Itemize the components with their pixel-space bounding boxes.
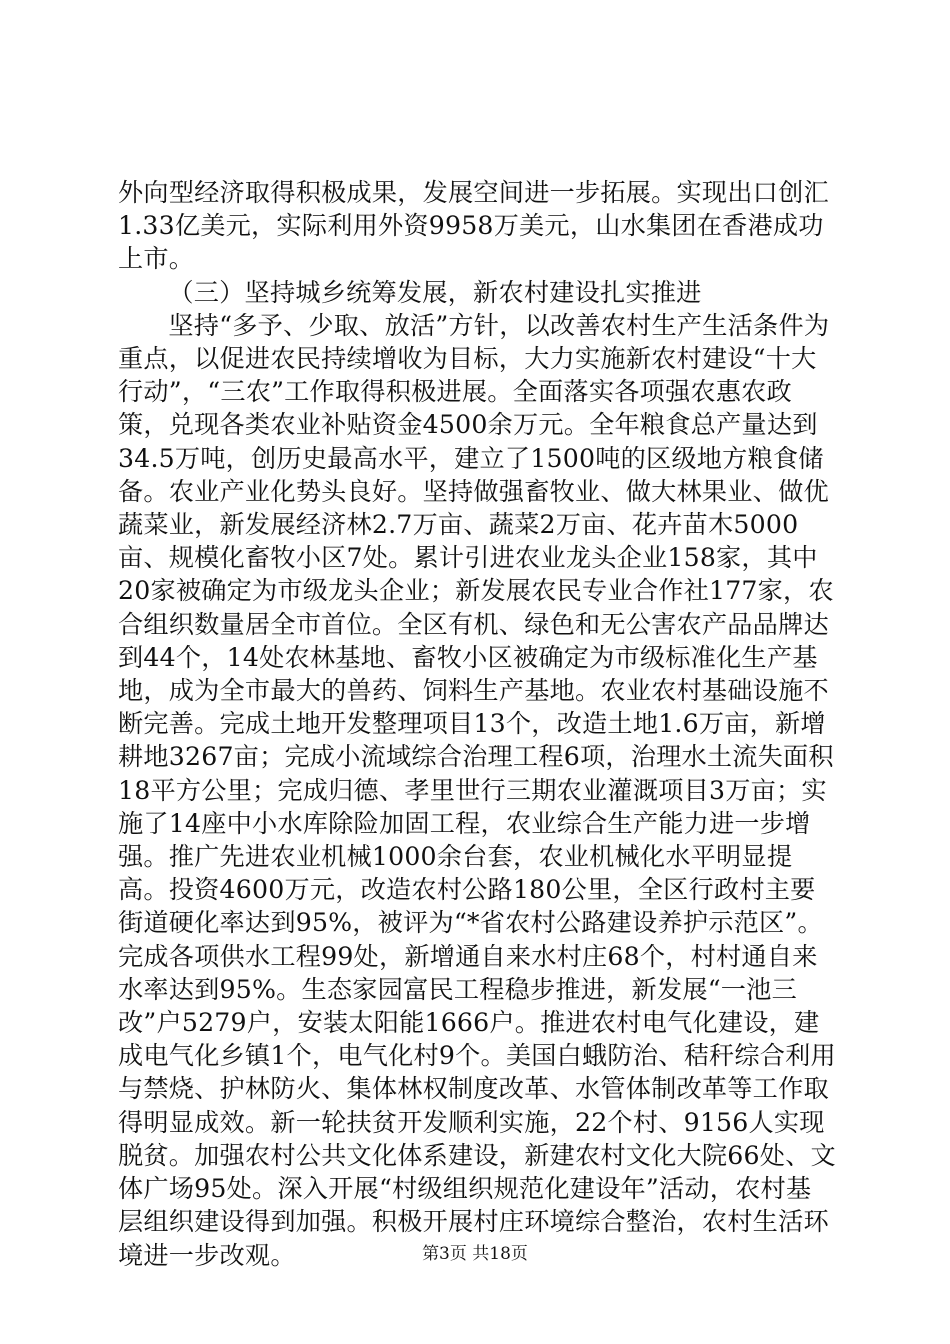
paragraph-body: 坚持“多予、少取、放活”方针，以改善农村生产生活条件为重点，以促进农民持续增收为目标，大力实施新农村建设“十大行动”，“三农”工作取得积极进展。全面落实各项强农惠农政策，兑现各类农业补贴资金4500余万元。全年粮食总产量达到34.5万吨，创历史最高水平，建立了1500吨的区级地方粮食储备。农业产业化势头良好。坚持做强畜牧业、做大林果业、做优蔬菜业，新发展经济林2.7万亩、蔬菜2万亩、花卉苗木5000亩、规模化畜牧小区7处。累计引进农业龙头企业158家，其中20家被确定为市级龙头企业；新发展农民专业合作社177家，农合组织数量居全市首位。全区有机、绿色和无公害农产品品牌达到44个，14处农林基地、畜牧小区被确定为市级标准化生产基地，成为全市最大的兽药、饲料生产基地。农业农村基础设施不断完善。完成土地开发整理项目13个，改造土地1.6万亩，新增耕地3267亩；完成小流域综合治理工程6项，治理水土流失面积18平方公里；完成归德、孝里世行三期农业灌溉项目3万亩；实施了14座中小水库除险加固工程，农业综合生产能力进一步增强。推广先进农业机械1000余台套，农业机械化水平明显提高。投资4600万元，改造农村公路180公里，全区行政村主要街道硬化率达到95%，被评为“*省农村公路建设养护示范区”。完成各项供水工程99处，新增通自来水村庄68个，村村通自来水率达到95%。生态家园富民工程稳步推进，新发展“一池三改”户5279户，安装太阳能1666户。推进农村电气化建设，建成电气化乡镇1个，电气化村9个。美国白蛾防治、秸秆综合利用与禁烧、护林防火、集体林权制度改革、水管体制改革等工作取得明显成效。新一轮扶贫开发顺利实施，22个村、9156人实现脱贫。加强农村公共文化体系建设，新建农村文化大院66处、文体广场95处。深入开展“村级组织规范化建设年”活动，农村基层组织建设得到加强。积极开展村庄环境综合整治，农村生活环境进一步改观。 [118,310,836,1270]
section-heading: （三）坚持城乡统筹发展，新农村建设扎实推进 [168,277,702,307]
page-footer: 第3页 共18页 [422,1244,528,1264]
paragraph-continuation: 外向型经济取得积极成果，发展空间进一步拓展。实现出口创汇1.33亿美元，实际利用外资9958万美元，山水集团在香港成功上市。 [118,178,829,274]
document-body [118,176,836,1272]
